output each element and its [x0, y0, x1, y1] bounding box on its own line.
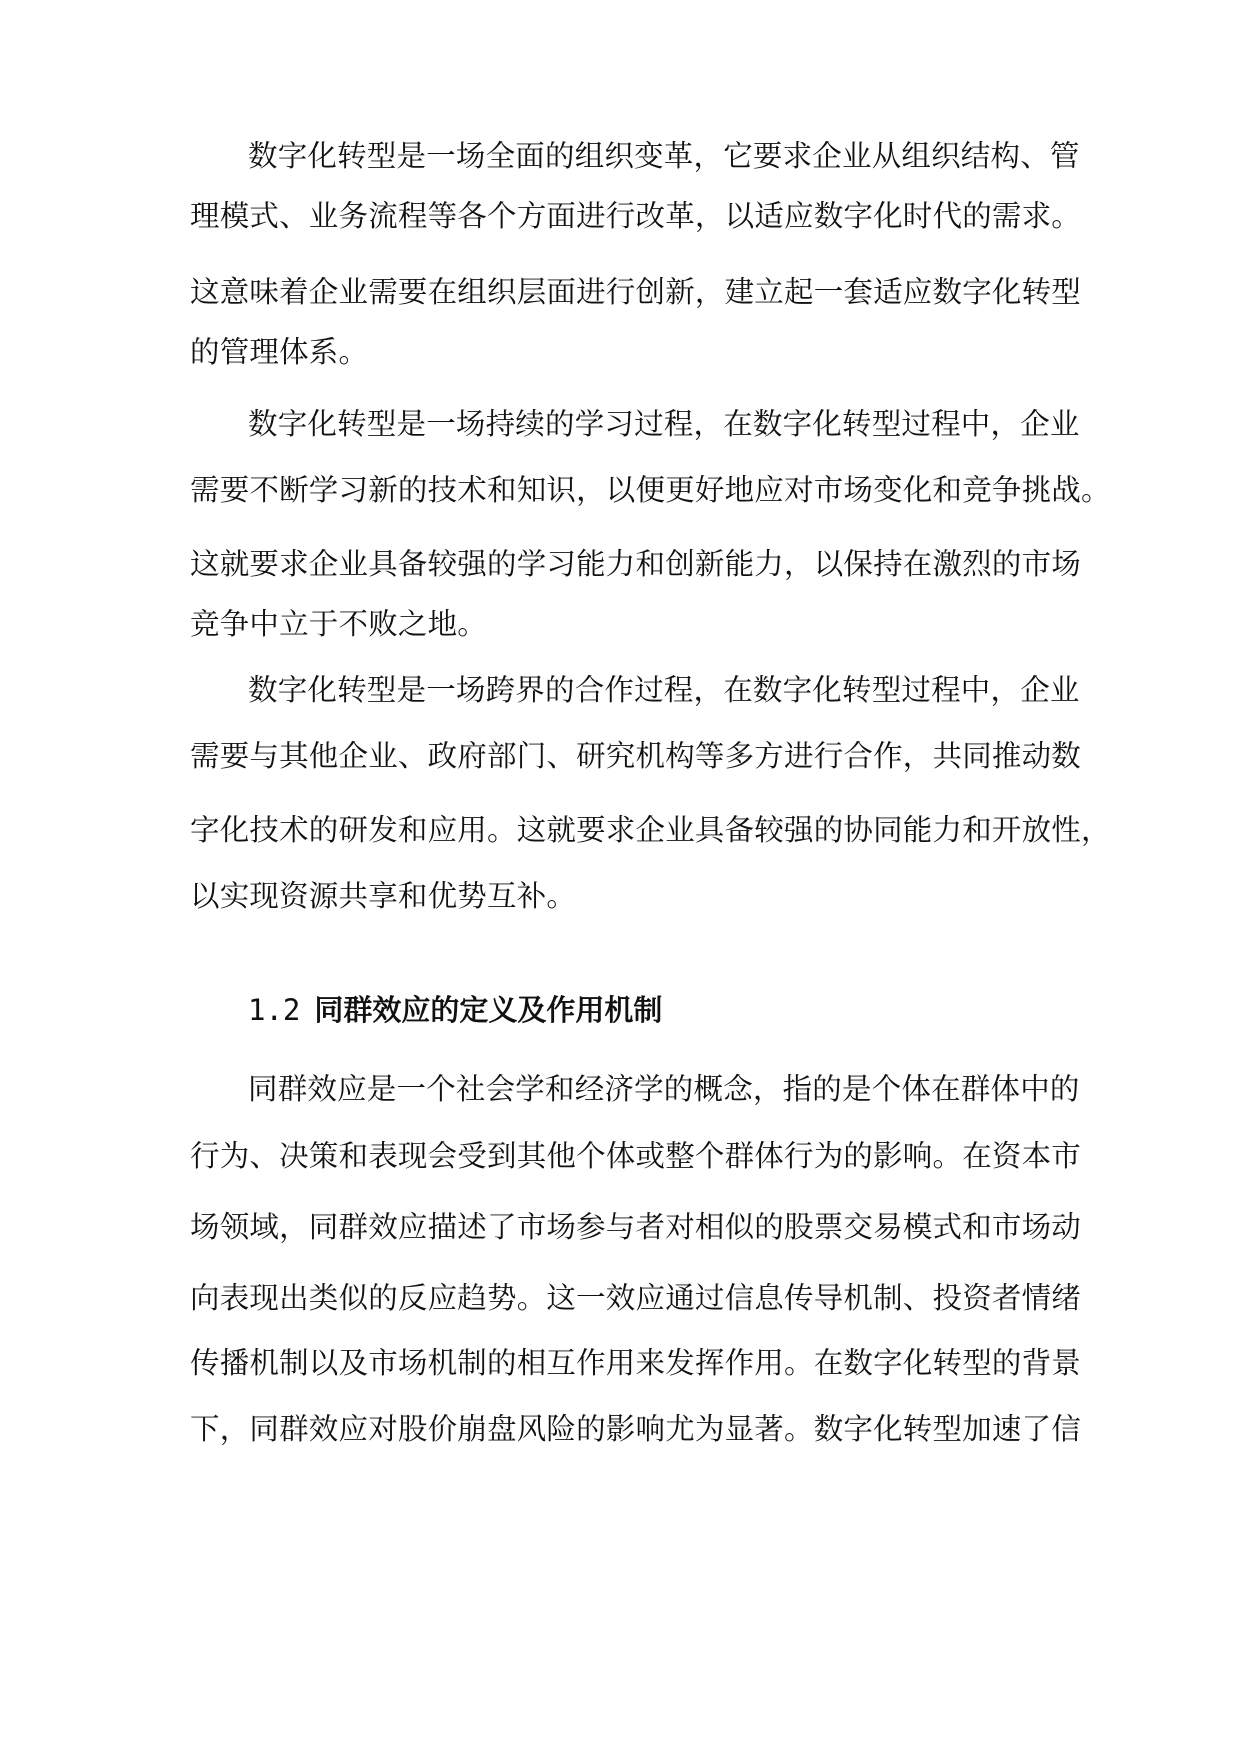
paragraph-line: 字化技术的研发和应用。这就要求企业具备较强的协同能力和开放性，: [190, 813, 1111, 847]
section-heading: [248, 985, 662, 1035]
paragraph-line: 理模式、业务流程等各个方面进行改革，以适应数字化时代的需求。: [190, 199, 1082, 233]
paragraph-line: 这意味着企业需要在组织层面进行创新，建立起一套适应数字化转型: [190, 275, 1082, 309]
paragraph-line: 的管理体系。: [190, 335, 369, 369]
paragraph-line: 同群效应是一个社会学和经济学的概念，指的是个体在群体中的: [248, 1072, 1080, 1106]
paragraph-line: 竞争中立于不败之地。: [190, 607, 488, 641]
paragraph-line: 数字化转型是一场全面的组织变革，它要求企业从组织结构、管: [248, 139, 1080, 173]
paragraph-line: 数字化转型是一场持续的学习过程，在数字化转型过程中，企业: [248, 407, 1080, 441]
paragraph-line: 场领域，同群效应描述了市场参与者对相似的股票交易模式和市场动: [190, 1210, 1082, 1244]
paragraph-line: 数字化转型是一场跨界的合作过程，在数字化转型过程中，企业: [248, 673, 1080, 707]
paragraph-line: 传播机制以及市场机制的相互作用来发挥作用。在数字化转型的背景: [190, 1346, 1082, 1380]
section-number: 1.2: [248, 993, 301, 1027]
paragraph-line: 需要不断学习新的技术和知识，以便更好地应对市场变化和竞争挑战。: [190, 473, 1111, 507]
paragraph-line: 需要与其他企业、政府部门、研究机构等多方进行合作，共同推动数: [190, 739, 1082, 773]
paragraph-line: 以实现资源共享和优势互补。: [190, 879, 577, 913]
paragraph-line: 行为、决策和表现会受到其他个体或整个群体行为的影响。在资本市: [190, 1139, 1082, 1173]
paragraph-line: 下，同群效应对股价崩盘风险的影响尤为显著。数字化转型加速了信: [190, 1412, 1082, 1446]
section-title: 同群效应的定义及作用机制: [314, 993, 663, 1027]
paragraph-line: 向表现出类似的反应趋势。这一效应通过信息传导机制、投资者情绪: [190, 1281, 1082, 1315]
paragraph-line: 这就要求企业具备较强的学习能力和创新能力，以保持在激烈的市场: [190, 547, 1082, 581]
